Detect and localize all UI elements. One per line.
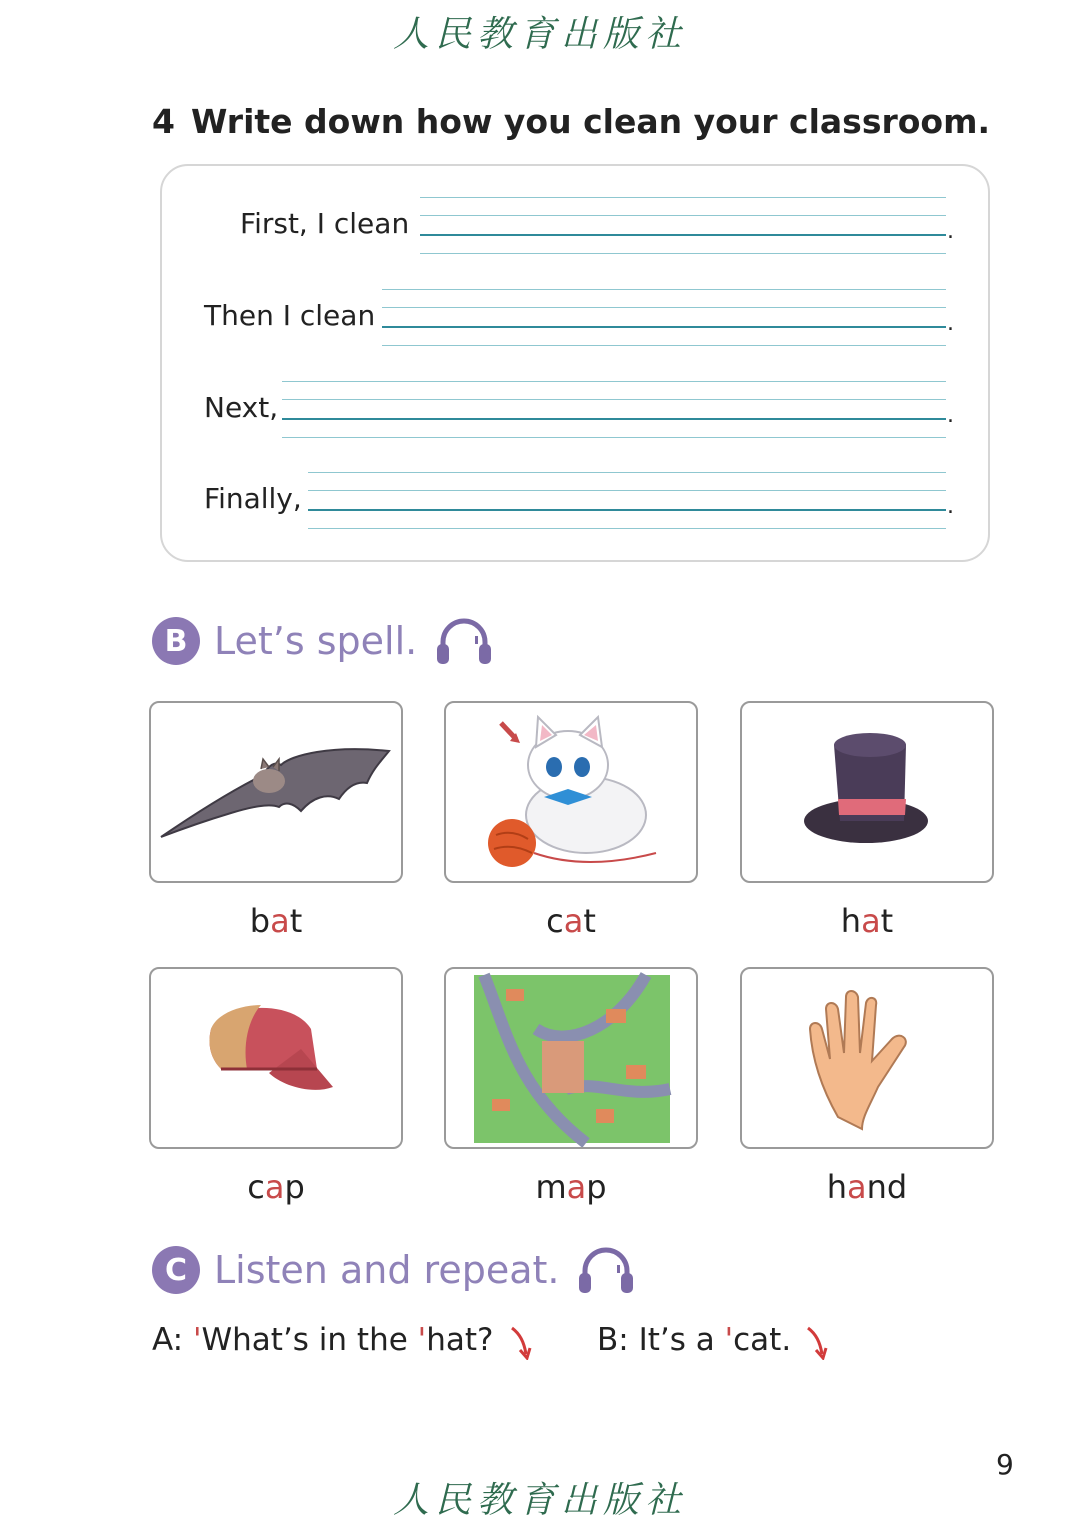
section-c-heading bbox=[152, 1246, 635, 1294]
task-4-heading bbox=[152, 102, 990, 141]
prompt-label: Then I clean bbox=[204, 299, 376, 332]
section-c-title: Listen and repeat. bbox=[214, 1248, 560, 1292]
period-mark: . bbox=[947, 219, 954, 244]
picture-card-hat[interactable] bbox=[740, 701, 994, 883]
answer-lines[interactable] bbox=[308, 469, 954, 529]
publisher-logo-bottom: 人民教育出版社 bbox=[392, 1480, 687, 1521]
answer-lines[interactable] bbox=[382, 286, 954, 346]
task-number: 4 bbox=[152, 102, 175, 141]
falling-intonation-arrow-icon bbox=[804, 1324, 830, 1360]
falling-intonation-arrow-icon bbox=[508, 1324, 534, 1360]
section-b-badge: B bbox=[152, 617, 200, 665]
hat-illustration bbox=[742, 703, 994, 883]
word-bat: bat bbox=[249, 902, 303, 940]
dialogue-line-a: A: 'What’s in the 'hat? bbox=[152, 1322, 494, 1358]
answer-lines[interactable] bbox=[282, 378, 954, 438]
publisher-logo-top: 人民教育出版社 bbox=[392, 14, 687, 55]
word-hat: hat bbox=[840, 902, 894, 940]
prompt-label: First, I clean bbox=[240, 207, 410, 240]
section-b-heading bbox=[152, 617, 493, 665]
prompt-row-first bbox=[162, 194, 992, 254]
cat-illustration bbox=[446, 703, 698, 883]
word-hand: hand bbox=[826, 1168, 908, 1206]
dialogue-line-b: B: It’s a 'cat. bbox=[597, 1322, 792, 1358]
prompt-label: Finally, bbox=[204, 482, 302, 515]
cap-illustration bbox=[151, 969, 403, 1149]
picture-card-map[interactable] bbox=[444, 967, 698, 1149]
picture-card-cat[interactable] bbox=[444, 701, 698, 883]
section-b-title: Let’s spell. bbox=[214, 619, 418, 663]
section-c-badge: C bbox=[152, 1246, 200, 1294]
word-map: map bbox=[535, 1168, 607, 1206]
picture-card-hand[interactable] bbox=[740, 967, 994, 1149]
period-mark: . bbox=[947, 403, 954, 428]
bat-illustration bbox=[151, 703, 403, 883]
writing-box bbox=[160, 164, 990, 562]
word-cat: cat bbox=[546, 902, 596, 940]
period-mark: . bbox=[947, 494, 954, 519]
page-number: 9 bbox=[996, 1448, 1014, 1481]
task-instruction: Write down how you clean your classroom. bbox=[190, 102, 990, 141]
picture-card-bat[interactable] bbox=[149, 701, 403, 883]
answer-lines[interactable] bbox=[420, 194, 954, 254]
picture-card-cap[interactable] bbox=[149, 967, 403, 1149]
period-mark: . bbox=[947, 311, 954, 336]
headphones-icon[interactable] bbox=[577, 1247, 635, 1293]
prompt-row-then bbox=[162, 286, 992, 346]
hand-illustration bbox=[742, 969, 994, 1149]
prompt-row-finally bbox=[162, 469, 992, 529]
map-illustration bbox=[446, 969, 698, 1149]
word-cap: cap bbox=[247, 1168, 305, 1206]
prompt-label: Next, bbox=[204, 391, 279, 424]
headphones-icon[interactable] bbox=[435, 618, 493, 664]
prompt-row-next bbox=[162, 378, 992, 438]
